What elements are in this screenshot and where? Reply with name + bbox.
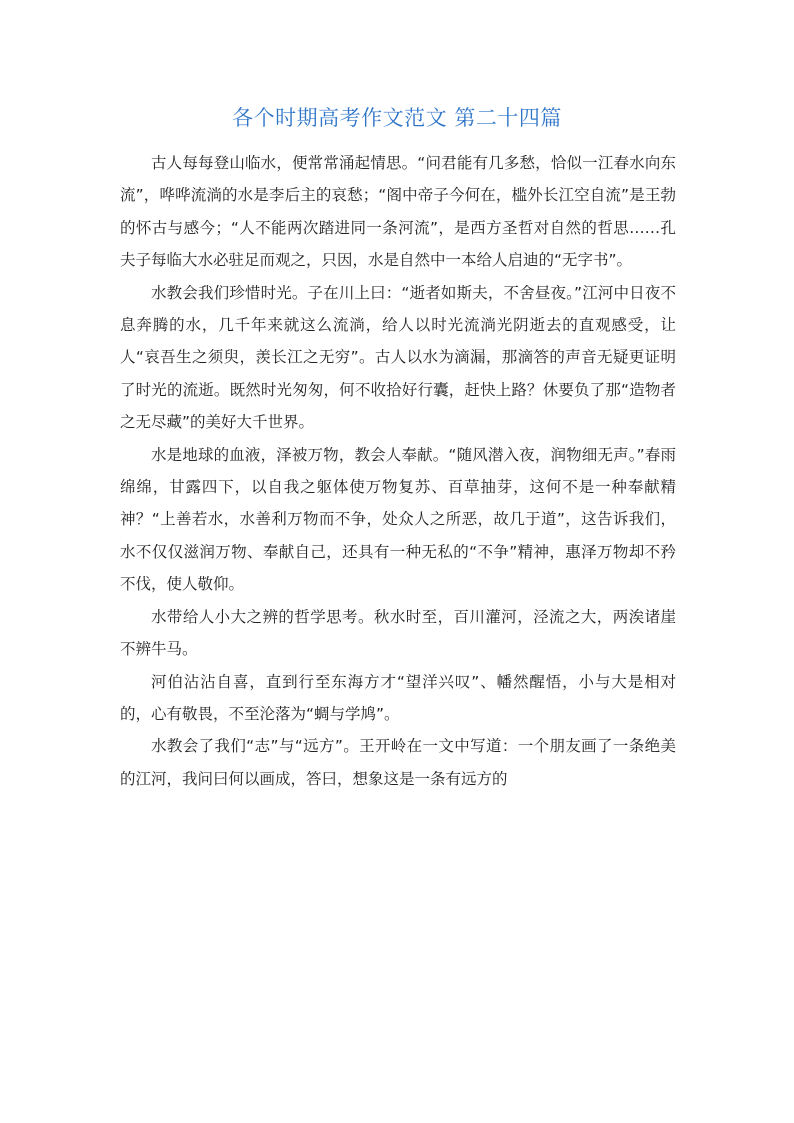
paragraph: 水教会我们珍惜时光。子在川上曰：“逝者如斯夫，不舍昼夜。”江河中日夜不息奔腾的水，几千年来就这么流淌，给人以时光流淌光阴逝去的直观感受，让人“哀吾生之须臾，羡长江之无穷”。古人以水为滴漏，那滴答的声音无疑更证明了时光的流逝。既然时光匆匆，何不收拾好行囊，赶快上路？休要负了那“造物者之无尽藏”的美好大千世界。 [120, 283, 676, 432]
paragraph: 水教会了我们“志”与“远方”。王开岭在一文中写道：一个朋友画了一条绝美的江河，我问曰何以画成，答曰，想象这是一条有远方的 [120, 737, 676, 788]
paragraph: 古人每每登山临水，便常常涌起情思。“问君能有几多愁，恰似一江春水向东流”，哗哗流淌的水是李后主的哀愁；“阁中帝子今何在，槛外长江空自流”是王勃的怀古与感今；“人不能两次踏进同一条河流”，是西方圣哲对自然的哲思……孔夫子每临大水必驻足而观之，只因，水是自然中一本给人启迪的“无字书”。 [120, 154, 676, 270]
paragraph: 水是地球的血液，泽被万物，教会人奉献。“随风潜入夜，润物细无声。”春雨绵绵，甘露四下，以自我之躯体使万物复苏、百草抽芽，这何不是一种奉献精神？“上善若水，水善利万物而不争，处众人之所恶，故几于道”，这告诉我们，水不仅仅滋润万物、奉献自己，还具有一种无私的“不争”精神，惠泽万物却不矜不伐，使人敬仰。 [120, 445, 676, 594]
document-title: 各个时期高考作文范文 第二十四篇 [232, 106, 562, 130]
document-body [120, 147, 676, 795]
paragraph: 河伯沾沾自喜，直到行至东海方才“望洋兴叹”、幡然醒悟，小与大是相对的，心有敬畏，不至沦落为“蜩与学鸠”。 [120, 672, 676, 723]
paragraph: 水带给人小大之辨的哲学思考。秋水时至，百川灌河，泾流之大，两涘诸崖不辨牛马。 [120, 607, 676, 659]
